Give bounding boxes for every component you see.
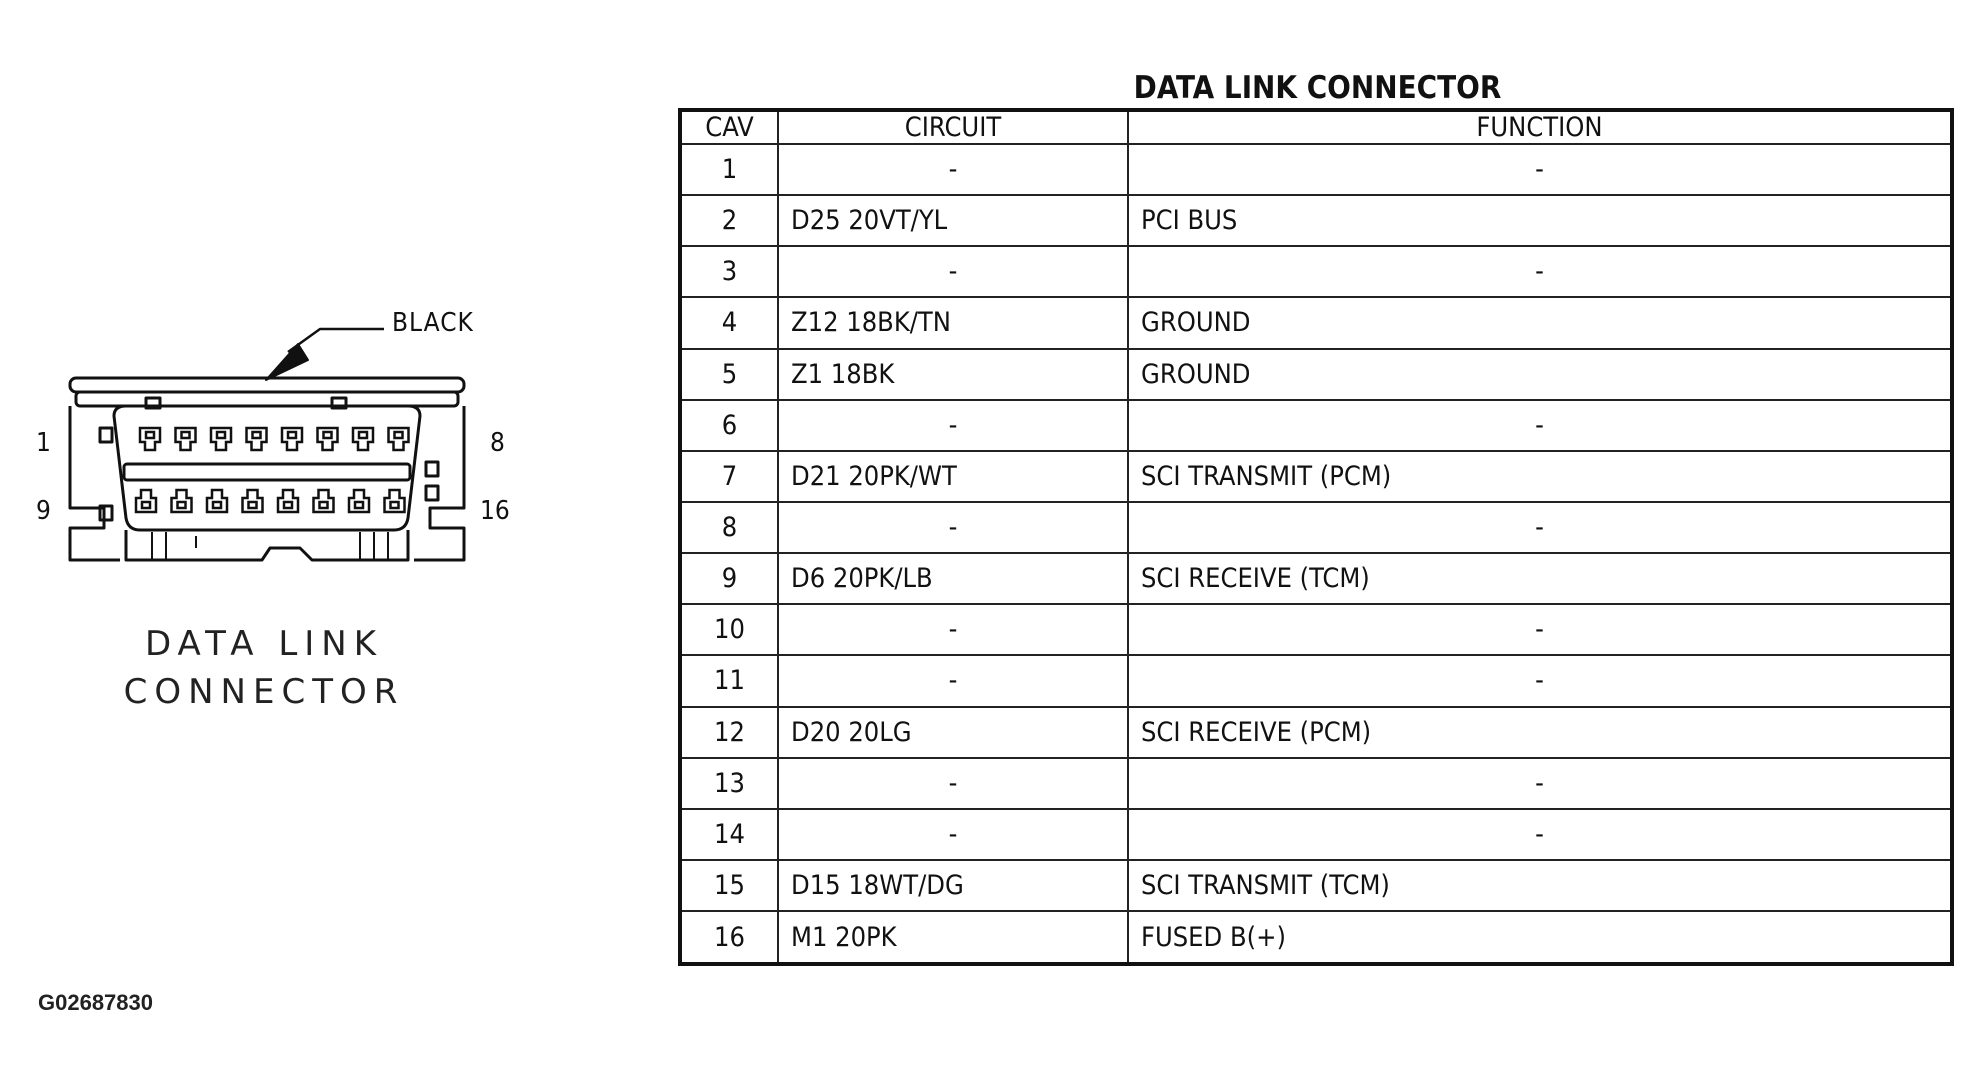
function-cell: - — [1128, 502, 1952, 553]
pin-socket — [140, 428, 160, 450]
connector-bottom-skirt — [126, 530, 408, 560]
column-header-function: FUNCTION — [1128, 110, 1952, 144]
table-row — [680, 604, 1952, 655]
connector-left-notch — [100, 428, 112, 442]
circuit-cell: - — [778, 400, 1128, 451]
cav-cell: 4 — [680, 297, 778, 348]
cav-cell: 2 — [680, 195, 778, 246]
function-cell: SCI RECEIVE (TCM) — [1128, 553, 1952, 604]
connector-separator-bar — [124, 464, 410, 480]
table-row — [680, 400, 1952, 451]
circuit-cell: - — [778, 655, 1128, 706]
table-row — [680, 707, 1952, 758]
pin-socket — [247, 428, 267, 450]
cav-cell: 7 — [680, 451, 778, 502]
circuit-cell: D21 20PK/WT — [778, 451, 1128, 502]
table-header-row — [680, 110, 1952, 144]
table-row — [680, 655, 1952, 706]
circuit-cell: - — [778, 809, 1128, 860]
table-row — [680, 195, 1952, 246]
table-row — [680, 144, 1952, 195]
pin-number-label: 16 — [480, 496, 510, 526]
connector-right-notch-lower — [426, 486, 438, 500]
pin-socket — [211, 428, 231, 450]
table-row — [680, 502, 1952, 553]
table-row — [680, 246, 1952, 297]
function-cell: - — [1128, 400, 1952, 451]
cav-cell: 16 — [680, 911, 778, 964]
pin-number-label: 8 — [490, 428, 505, 458]
table-row — [680, 297, 1952, 348]
cav-cell: 13 — [680, 758, 778, 809]
function-cell: - — [1128, 758, 1952, 809]
pin-socket — [207, 490, 227, 512]
function-cell: FUSED B(+) — [1128, 911, 1952, 964]
table-row — [680, 860, 1952, 911]
pin-socket — [385, 490, 405, 512]
pin-socket — [349, 490, 369, 512]
pin-socket — [353, 428, 373, 450]
pin-socket — [136, 490, 156, 512]
function-cell: - — [1128, 604, 1952, 655]
cav-cell: 14 — [680, 809, 778, 860]
cav-cell: 3 — [680, 246, 778, 297]
table-row — [680, 451, 1952, 502]
cav-cell: 15 — [680, 860, 778, 911]
circuit-cell: Z12 18BK/TN — [778, 297, 1128, 348]
circuit-cell: - — [778, 502, 1128, 553]
connector-right-notch — [426, 462, 438, 476]
pin-socket — [318, 428, 338, 450]
cav-cell: 10 — [680, 604, 778, 655]
cav-cell: 12 — [680, 707, 778, 758]
function-cell: PCI BUS — [1128, 195, 1952, 246]
callout-arrow-icon — [266, 344, 308, 380]
figure-caption: CONNECTOR — [123, 672, 405, 712]
circuit-cell: D25 20VT/YL — [778, 195, 1128, 246]
cav-cell: 8 — [680, 502, 778, 553]
function-cell: GROUND — [1128, 297, 1952, 348]
circuit-cell: - — [778, 758, 1128, 809]
table-row — [680, 911, 1952, 964]
connector-body — [114, 406, 420, 530]
image-id-label: G02687830 — [38, 990, 153, 1015]
table-title: DATA LINK CONNECTOR — [1133, 70, 1502, 106]
circuit-cell: - — [778, 604, 1128, 655]
pin-socket — [278, 490, 298, 512]
pin-socket — [176, 428, 196, 450]
table-row — [680, 809, 1952, 860]
cav-cell: 9 — [680, 553, 778, 604]
callout-leader-line — [288, 329, 384, 352]
column-header-circuit: CIRCUIT — [778, 110, 1128, 144]
function-cell: - — [1128, 144, 1952, 195]
table-row — [680, 349, 1952, 400]
function-cell: - — [1128, 246, 1952, 297]
circuit-cell: D20 20LG — [778, 707, 1128, 758]
function-cell: SCI TRANSMIT (TCM) — [1128, 860, 1952, 911]
pin-socket — [389, 428, 409, 450]
pin-number-label: 1 — [36, 428, 51, 458]
cav-cell: 11 — [680, 655, 778, 706]
column-header-cav: CAV — [680, 110, 778, 144]
cav-cell: 6 — [680, 400, 778, 451]
function-cell: - — [1128, 809, 1952, 860]
pinout-table — [678, 108, 1954, 966]
cav-cell: 1 — [680, 144, 778, 195]
table-row — [680, 758, 1952, 809]
function-cell: GROUND — [1128, 349, 1952, 400]
pin-socket — [243, 490, 263, 512]
pin-number-label: 9 — [36, 496, 51, 526]
pin-socket — [172, 490, 192, 512]
connector-right-latch — [414, 406, 464, 560]
pin-socket — [314, 490, 334, 512]
connector-figure — [0, 0, 640, 1082]
function-cell: SCI TRANSMIT (PCM) — [1128, 451, 1952, 502]
pin-sockets — [136, 428, 409, 512]
circuit-cell: M1 20PK — [778, 911, 1128, 964]
connector-top-rail-inner — [76, 392, 458, 406]
circuit-cell: Z1 18BK — [778, 349, 1128, 400]
color-callout-label: BLACK — [392, 308, 474, 338]
function-cell: - — [1128, 655, 1952, 706]
circuit-cell: - — [778, 246, 1128, 297]
circuit-cell: - — [778, 144, 1128, 195]
table-row — [680, 553, 1952, 604]
function-cell: SCI RECEIVE (PCM) — [1128, 707, 1952, 758]
figure-caption: DATA LINK — [144, 624, 384, 664]
circuit-cell: D6 20PK/LB — [778, 553, 1128, 604]
cav-cell: 5 — [680, 349, 778, 400]
circuit-cell: D15 18WT/DG — [778, 860, 1128, 911]
pin-socket — [282, 428, 302, 450]
